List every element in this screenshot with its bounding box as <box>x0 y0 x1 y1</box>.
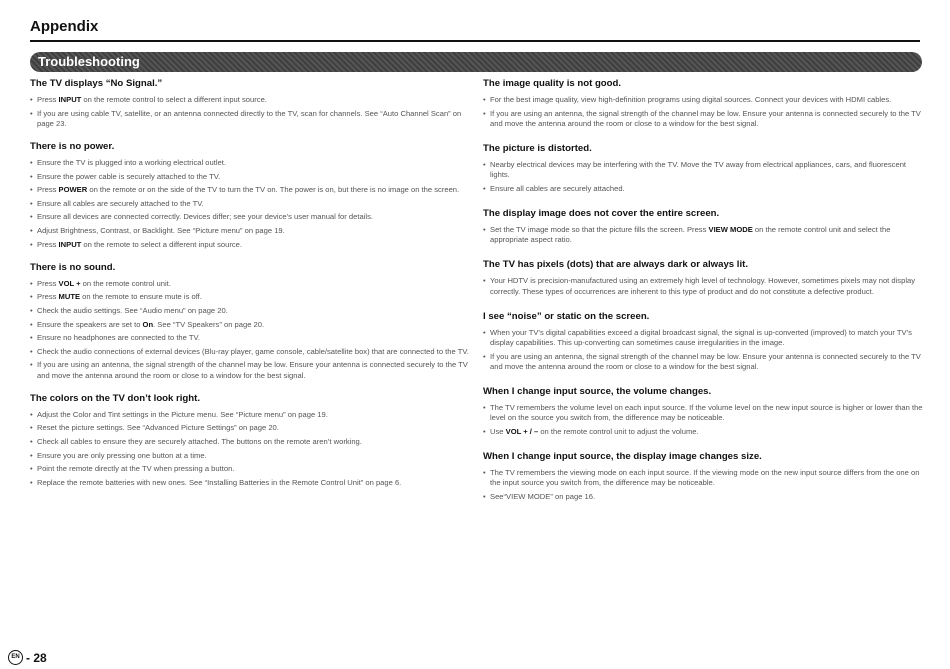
trouble-section <box>483 143 923 194</box>
bullet-text: Press <box>37 95 59 104</box>
bullet-keyword: POWER <box>58 185 88 195</box>
bullet-item <box>30 199 470 209</box>
bullet-item <box>30 109 470 129</box>
page-heading: Appendix <box>30 18 99 35</box>
bullet-item <box>30 226 470 236</box>
trouble-section <box>483 311 923 372</box>
bullet-keyword: VOL + / – <box>505 426 539 436</box>
bullet-item <box>483 184 923 194</box>
bullet-item <box>30 240 470 250</box>
trouble-section <box>483 78 923 129</box>
bullet-text: The TV remembers the volume level on each input source. If the volume level on the new input source is higher or lower than the level on the source you switch from, the difference may be noticeable. <box>490 403 923 423</box>
trouble-section <box>483 451 923 502</box>
bullet-text: Press <box>37 292 59 302</box>
bullet-text: Press <box>37 278 59 288</box>
bullet-item <box>483 352 923 372</box>
trouble-section <box>30 141 470 250</box>
bullet-text: When your TV’s digital capabilities exceed a digital broadcast signal, the signal is up-converted (improved) to match your TV’s display capabilities. This up-converting can sometimes cause irregularities in the image. <box>490 327 912 348</box>
section-title: There is no power. <box>30 141 115 152</box>
bullet-text: Press <box>37 185 59 195</box>
bullet-item <box>483 109 923 129</box>
bullet-list <box>30 410 470 488</box>
bullet-item <box>483 492 923 502</box>
bullet-text: Nearby electrical devices may be interfering with the TV. Move the TV away from electrical appliances, cars, and fluorescent lights. <box>490 160 907 180</box>
bullet-text: Ensure no headphones are connected to the TV. <box>37 333 200 343</box>
bullet-list <box>483 225 923 245</box>
bullet-keyword: MUTE <box>58 292 81 302</box>
bullet-text: Ensure the speakers are set to <box>37 319 143 329</box>
section-title: There is no sound. <box>30 261 116 273</box>
section-title: When I change input source, the volume changes. <box>483 386 712 398</box>
bullet-text: If you are using an antenna, the signal strength of the channel may be low. Ensure your antenna is connected securely to the TV and move the antenna around the room or close to a window for the best signal. <box>37 360 468 380</box>
bullet-item <box>30 464 470 474</box>
trouble-section <box>30 262 470 381</box>
trouble-section <box>483 208 923 245</box>
bullet-item <box>30 306 470 316</box>
heading-rule <box>30 40 920 42</box>
bullet-text-after: on the remote or on the side of the TV to turn the TV on. The power is on, but there is no image on the screen. <box>87 185 460 195</box>
language-en-icon: EN <box>8 650 23 665</box>
bullet-item <box>30 423 470 433</box>
bullet-text: For the best image quality, view high-definition programs using digital sources. Connect your devices with HDMI cables. <box>490 95 892 104</box>
section-title: I see “noise” or static on the screen. <box>483 310 650 322</box>
bullet-text: Ensure all cables are securely attached to the TV. <box>37 198 204 208</box>
section-title: The image quality is not good. <box>483 78 622 89</box>
bullet-item <box>483 160 923 180</box>
bullet-item <box>483 403 923 423</box>
bullet-item <box>30 478 470 488</box>
bullet-item <box>30 95 470 105</box>
bullet-text-after: on the remote to ensure mute is off. <box>80 292 202 302</box>
bullet-text: Check all cables to ensure they are securely attached. The buttons on the remote aren’t working. <box>37 436 362 446</box>
bullet-text-after: on the remote control unit to adjust the volume. <box>538 426 699 436</box>
trouble-section <box>30 78 470 129</box>
bullet-keyword: VOL + <box>58 278 81 288</box>
bullet-text: See“VIEW MODE” on page 16. <box>490 491 596 501</box>
bullet-list <box>30 158 470 250</box>
section-banner <box>30 52 922 72</box>
bullet-list <box>30 279 470 381</box>
bullet-keyword: On <box>142 319 154 329</box>
bullet-keyword: INPUT <box>58 239 82 249</box>
trouble-section <box>483 259 923 296</box>
bullet-text-after: on the remote to select a different input source. <box>81 239 243 249</box>
bullet-item <box>30 172 470 182</box>
bullet-text: Ensure all cables are securely attached. <box>490 183 625 193</box>
page-number <box>8 650 47 665</box>
bullet-text: Reset the picture settings. See “Advanced Picture Settings” on page 20. <box>37 423 279 433</box>
bullet-text: Ensure you are only pressing one button at a time. <box>37 450 207 460</box>
bullet-text: Set the TV image mode so that the picture fills the screen. Press <box>490 225 709 234</box>
bullet-list <box>483 403 923 437</box>
bullet-text: Replace the remote batteries with new ones. See “Installing Batteries in the Remote Control Unit” on page 6. <box>37 477 402 487</box>
bullet-item <box>30 347 470 357</box>
bullet-text: Point the remote directly at the TV when pressing a button. <box>37 464 235 474</box>
bullet-text: Ensure the power cable is securely attached to the TV. <box>37 171 221 181</box>
section-title: The TV has pixels (dots) that are always dark or always lit. <box>483 259 748 271</box>
bullet-text: Press <box>37 239 59 249</box>
bullet-keyword: INPUT <box>58 95 82 104</box>
bullet-item <box>30 410 470 420</box>
bullet-item <box>483 427 923 437</box>
bullet-text-after: on the remote control unit. <box>80 278 171 288</box>
banner-title: Troubleshooting <box>38 54 140 69</box>
section-title: The colors on the TV don’t look right. <box>30 392 201 404</box>
bullet-item <box>30 279 470 289</box>
bullet-list <box>483 276 923 296</box>
bullet-item <box>483 276 923 296</box>
bullet-item <box>483 225 923 245</box>
bullet-list <box>483 160 923 194</box>
left-column <box>30 78 470 491</box>
page-number-text: - 28 <box>26 650 47 665</box>
bullet-text: The TV remembers the viewing mode on each input source. If the viewing mode on the new input source differs from the one on the input source you switch from, the difference may be noticeable. <box>490 468 920 488</box>
bullet-text: If you are using an antenna, the signal strength of the channel may be low. Ensure your antenna is connected securely to the TV and move the antenna around the room or close to a window for the best signal. <box>490 351 921 371</box>
bullet-text: Check the audio settings. See “Audio menu” on page 20. <box>37 305 228 315</box>
trouble-section <box>30 393 470 488</box>
bullet-item <box>30 320 470 330</box>
bullet-text: Check the audio connections of external devices (Blu-ray player, game console, cable/satellite box) that are connected to the TV. <box>37 346 469 356</box>
trouble-section <box>483 386 923 437</box>
bullet-text: Use <box>490 426 506 436</box>
bullet-item <box>483 328 923 348</box>
bullet-item <box>30 292 470 302</box>
bullet-item <box>30 158 470 168</box>
bullet-list <box>483 468 923 502</box>
bullet-item <box>483 468 923 488</box>
bullet-list <box>483 95 923 129</box>
bullet-keyword: VIEW MODE <box>708 225 753 234</box>
section-title: The TV displays “No Signal.” <box>30 78 163 89</box>
bullet-text: Ensure the TV is plugged into a working electrical outlet. <box>37 158 226 167</box>
bullet-item <box>30 437 470 447</box>
bullet-item <box>30 185 470 195</box>
bullet-text-after: . See “TV Speakers” on page 20. <box>153 319 265 329</box>
right-column <box>483 78 923 505</box>
section-title: The picture is distorted. <box>483 143 592 154</box>
bullet-item <box>30 360 470 380</box>
bullet-text: If you are using cable TV, satellite, or an antenna connected directly to the TV, scan for channels. See “Auto Channel Scan” on page 23. <box>37 108 462 128</box>
bullet-text: Your HDTV is precision-manufactured using an extremely high level of technology. However, sometimes pixels may not display correctly. These types of occurrences are inherent to this type of product and do not constitute a defective product. <box>490 276 916 296</box>
bullet-text-after: on the remote control unit and select the appropriate aspect ratio. <box>490 225 891 245</box>
bullet-item <box>30 212 470 222</box>
section-title: When I change input source, the display image changes size. <box>483 451 762 463</box>
bullet-list <box>483 328 923 372</box>
bullet-item <box>30 451 470 461</box>
bullet-list <box>30 95 470 129</box>
bullet-item <box>483 95 923 105</box>
bullet-text: Ensure all devices are connected correctly. Devices differ; see your device’s user manual for details. <box>37 212 373 222</box>
bullet-text: Adjust the Color and Tint settings in the Picture menu. See “Picture menu” on page 19. <box>37 409 328 419</box>
bullet-item <box>30 333 470 343</box>
bullet-text: Adjust Brightness, Contrast, or Backlight. See “Picture menu” on page 19. <box>37 225 285 235</box>
section-title: The display image does not cover the entire screen. <box>483 208 720 219</box>
bullet-text-after: on the remote control to select a different input source. <box>81 95 267 104</box>
bullet-text: If you are using an antenna, the signal strength of the channel may be low. Ensure your antenna is connected securely to the TV and move the antenna around the room or close to a window for the best signal. <box>490 108 921 128</box>
